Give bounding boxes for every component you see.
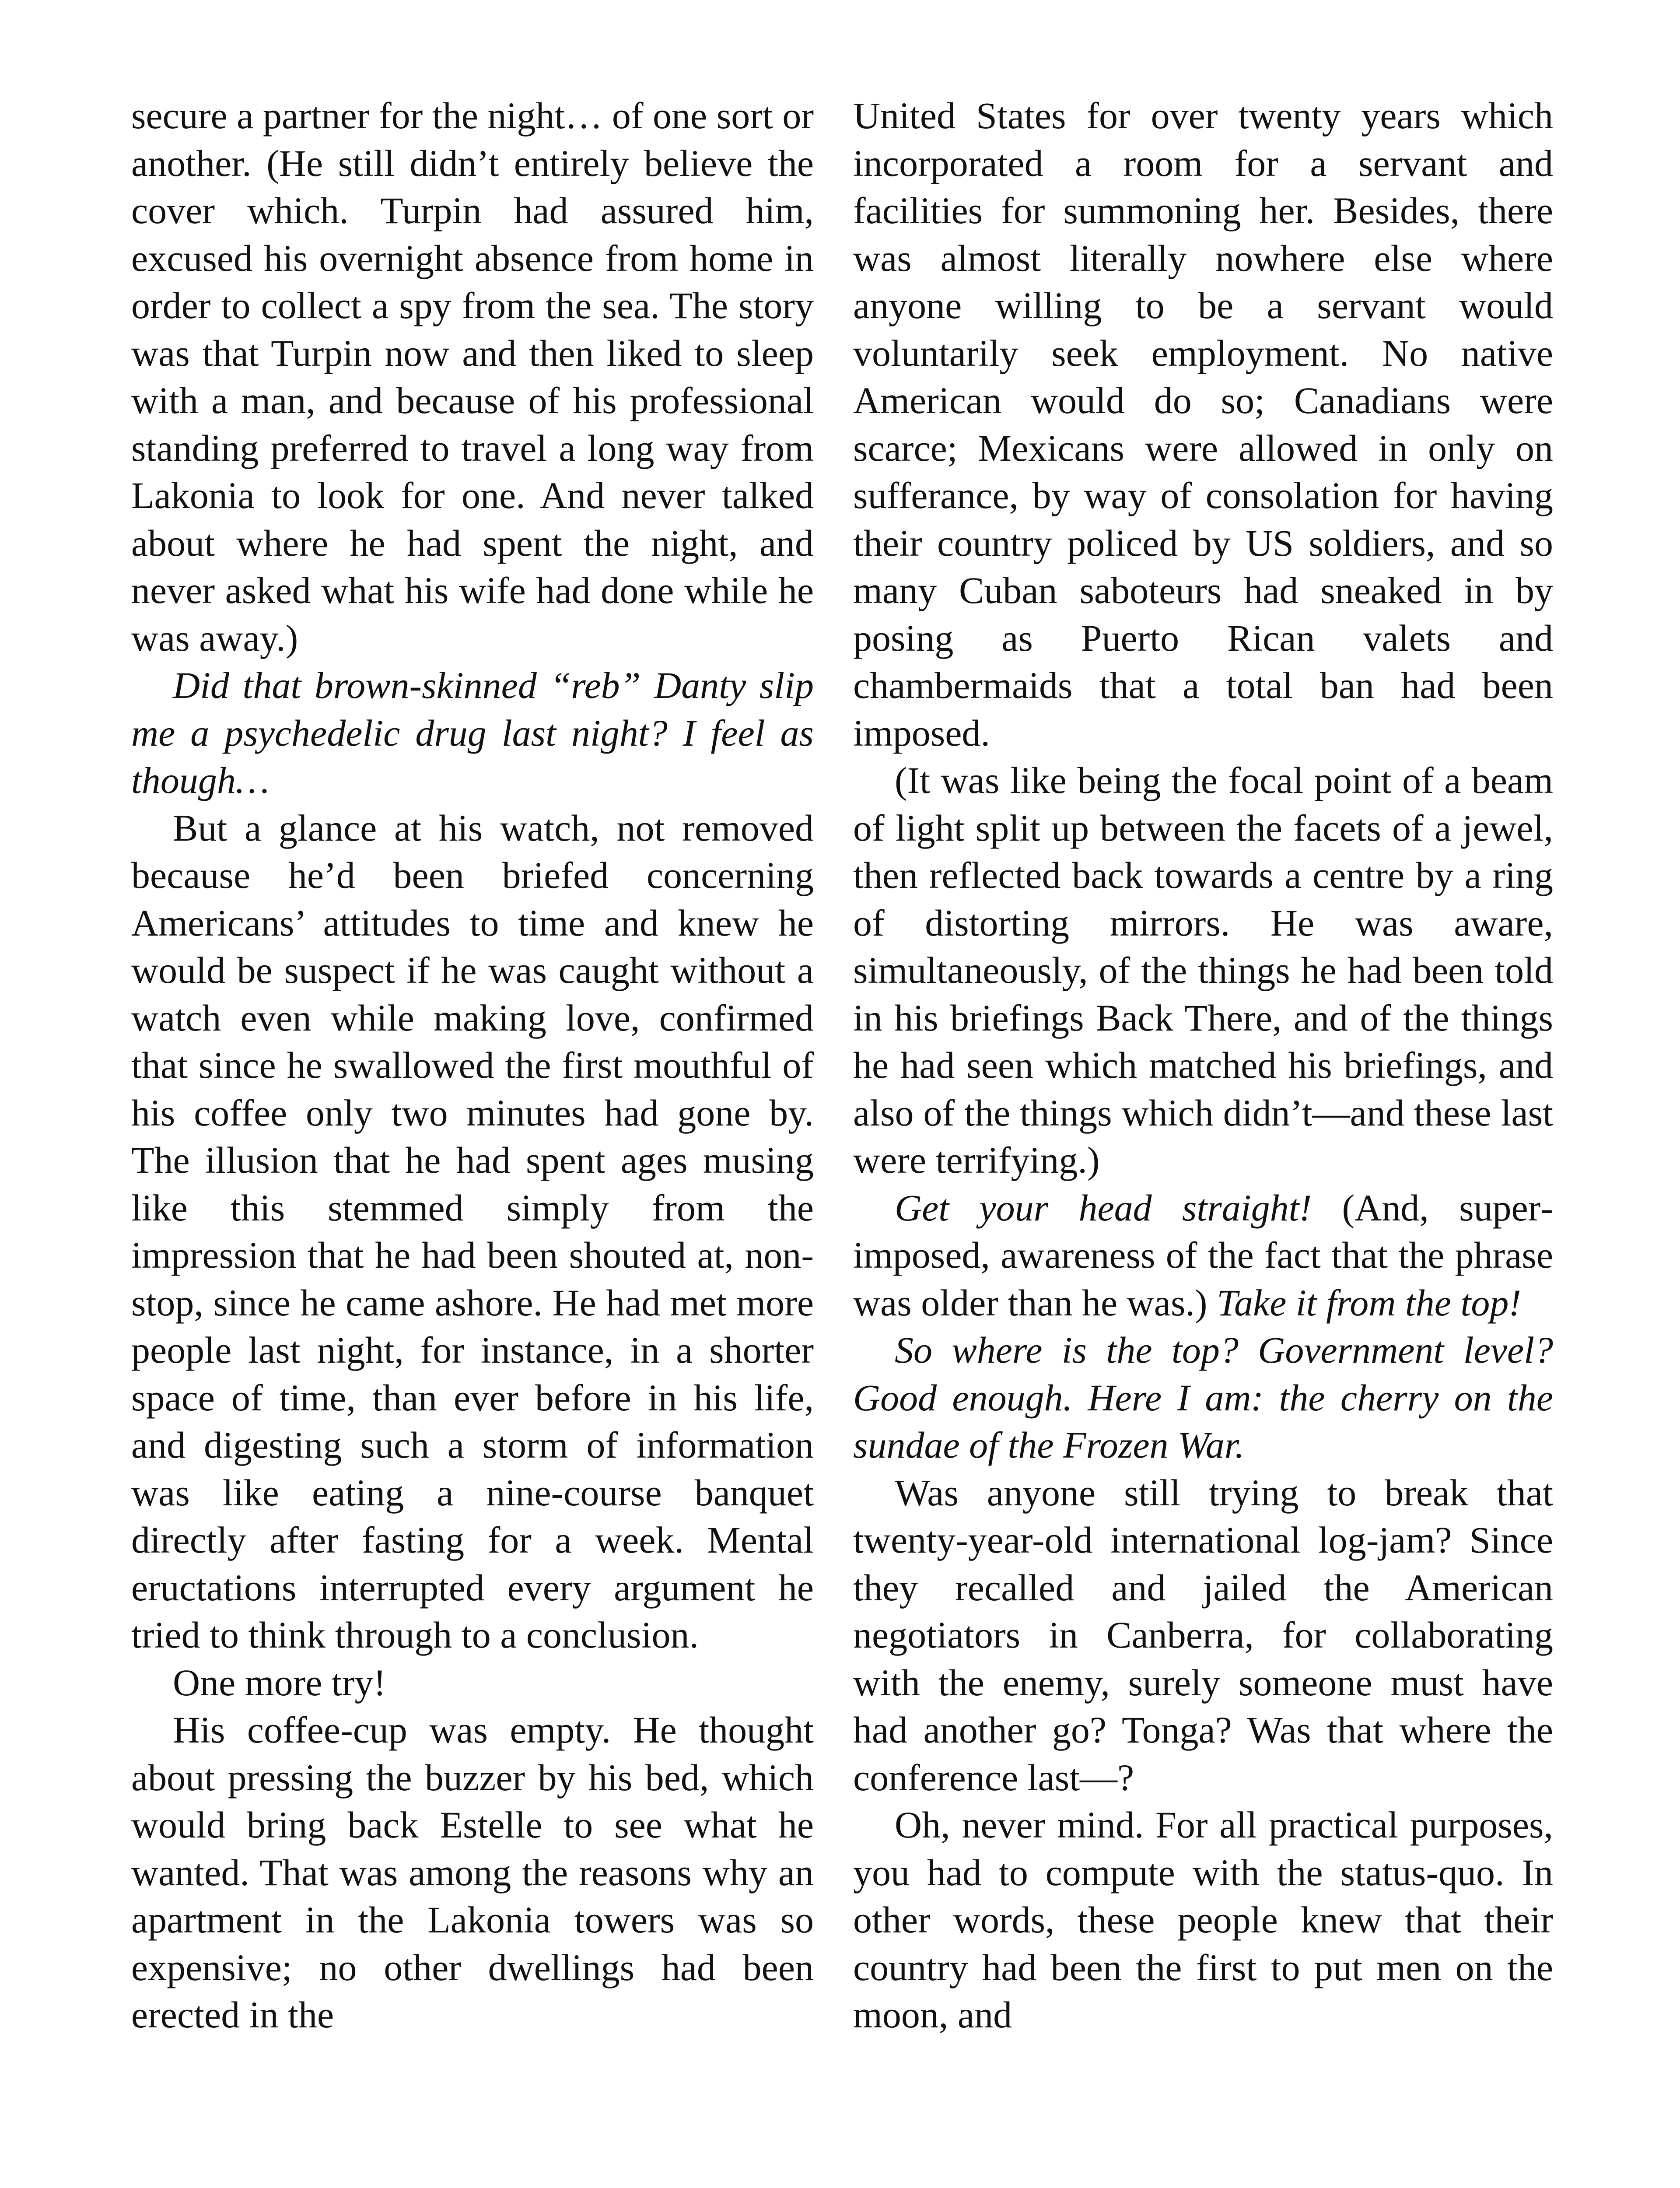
paragraph: But a glance at his watch, not removed because he’d been briefed concerning Americans’ attitudes to time and knew he would be suspect if he was caught without a watch even while making love, confirmed that since he swallowed the first mouthful of his coffee only two minutes had gone by. The illusion that he had spent ages musing like this stemmed simply from the impression that he had been shouted at, non-stop, since he came ashore. He had met more people last night, for instance, in a shorter space of time, than ever before in his life, and digesting such a storm of information was like eating a nine-course banquet directly after fasting for a week. Mental eructations interrupted every argument he tried to think through to a conclusion. [131, 806, 814, 1656]
paragraph: One more try! [173, 1661, 386, 1704]
paragraph: Was anyone still trying to break that twenty-year-old international log-jam? Since they recalled and jailed the American negotiators in Canberra, for collaborating with the enemy, surely someone must have had another go? Tonga? Was that where the conference last—? [853, 1471, 1553, 1799]
paragraph: United States for over twenty years which incorporated a room for a servant and facilities for summoning her. Besides, there was almost literally nowhere else where anyone willing to be a servant would voluntarily seek employment. No native American would do so; Canadians were scarce; Mexicans were allowed in only on sufferance, by way of consolation for having their country policed by US soldiers, and so many Cuban saboteurs had sneaked in by posing as Puerto Rican valets and chambermaids that a total ban had been imposed. [853, 95, 1553, 754]
paragraph: Oh, never mind. For all practical purposes, you had to compute with the status-quo. In other words, these people knew that their country had been the first to put men on the moon, and [853, 1804, 1553, 2036]
left-column [131, 92, 814, 2039]
paragraph: His coffee-cup was empty. He thought about pressing the buzzer by his bed, which would bring back Estelle to see what he wanted. That was among the reasons why an apartment in the Lakonia towers was so expensive; no other dwellings had been erected in the [131, 1709, 814, 2036]
italic-thought-paragraph: So where is the top? Government level? Good enough. Here I am: the cherry on the sundae of the Frozen War. [853, 1329, 1553, 1466]
italic-phrase: Take it from the top! [1217, 1281, 1522, 1324]
roman-phrase: (And, superimposed, awareness of the fact that the phrase was older than he was.) [853, 1186, 1553, 1324]
paragraph: secure a partner for the night… of one sort or another. (He still didn’t entirely believe the cover which. Turpin had assured him, excused his overnight absence from home in order to collect a spy from the sea. The story was that Turpin now and then liked to sleep with a man, and because of his professional standing preferred to travel a long way from Lakonia to look for one. And never talked about where he had spent the night, and never asked what his wife had done while he was away.) [131, 95, 814, 659]
mixed-style-paragraph [853, 1184, 1553, 1327]
italic-phrase: Get your head straight! [895, 1186, 1312, 1229]
right-column [853, 92, 1553, 2039]
paragraph: (It was like being the focal point of a beam of light split up between the facets of a jewel, then reflected back towards a centre by a ring of distorting mirrors. He was aware, simultaneously, of the things he had been told in his briefings Back There, and of the things he had seen which matched his briefings, and also of the things which didn’t—and these last were terrifying.) [853, 759, 1553, 1181]
italic-thought-paragraph: Did that brown-skinned “reb” Danty slip me a psychedelic drug last night? I feel as though… [131, 664, 814, 801]
